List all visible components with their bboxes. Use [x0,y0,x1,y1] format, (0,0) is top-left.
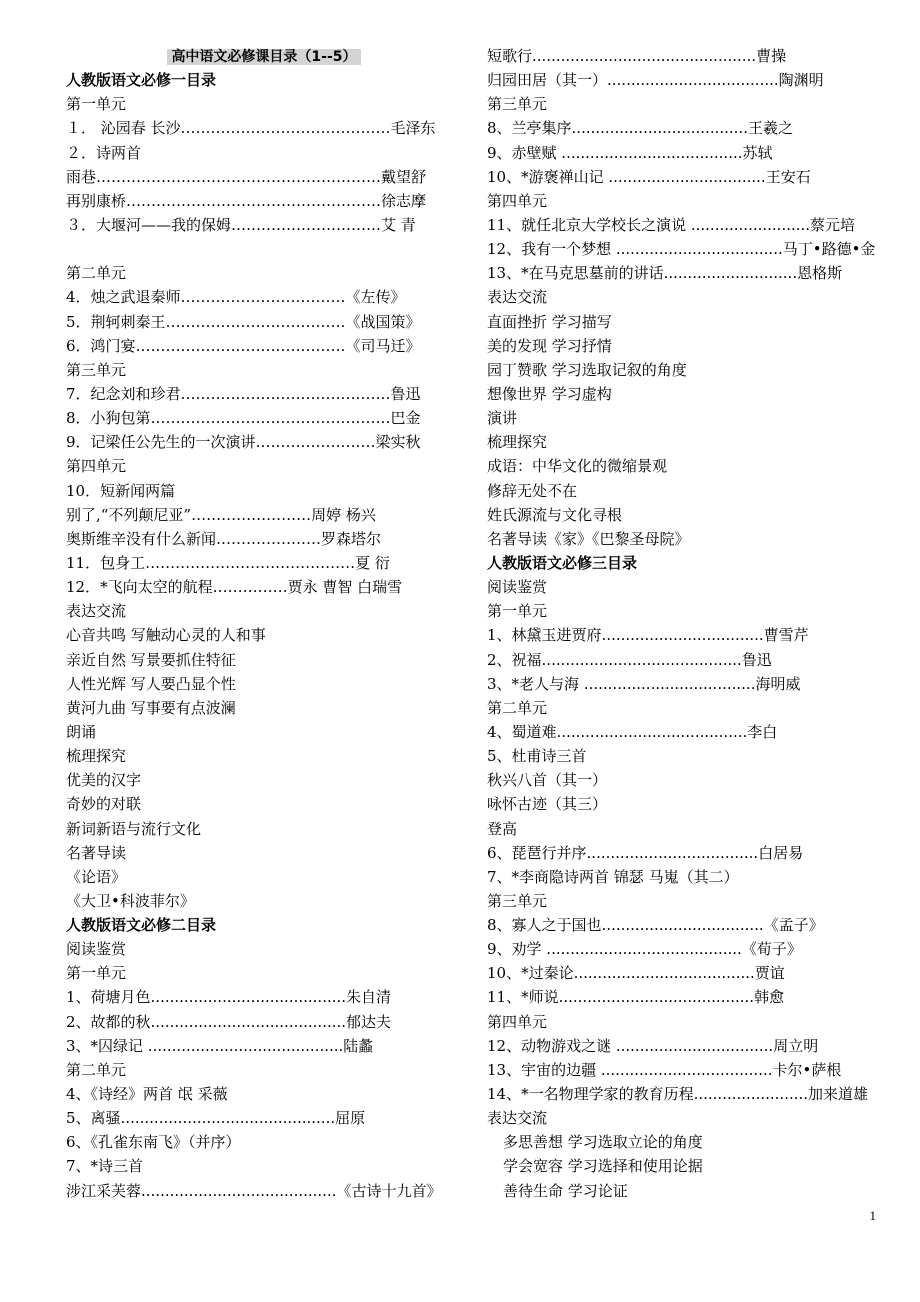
toc-line: 奥斯维辛没有什么新闻…………………罗森塔尔 [66,529,382,548]
toc-line: 第四单元 [487,1012,548,1031]
toc-line: 9、赤壁赋 ......................................苏轼 [487,143,773,162]
toc-line: 第一单元 [66,95,127,114]
toc-line: 第一单元 [487,602,548,621]
toc-line: 第二单元 [66,264,127,283]
toc-line: 短歌行...............................................曹操 [487,47,787,65]
toc-line: 《论语》 [66,867,127,886]
toc-line: 表达交流 [66,602,127,621]
toc-line: 4、《诗经》两首 氓 采薇 [66,1085,228,1104]
toc-line: 14、*一名物理学家的教育历程........................加来道雄 [487,1085,869,1104]
toc-line: 4、蜀道难........................................李白 [487,722,778,741]
toc-line: 第三单元 [487,891,548,910]
toc-line: 8、寡人之于国也..................................《孟子》 [487,916,824,935]
page-number: 1 [869,1208,876,1223]
toc-line: 10、*过秦论......................................贾谊 [487,964,785,983]
toc-line: 成语：中华文化的微缩景观 [487,457,668,476]
toc-line: 6．鸿门宴……………………………………《司马迁》 [66,336,421,355]
left-column [66,44,462,1203]
toc-line: 阅读鉴赏 [487,578,548,597]
toc-line: 8．小狗包第…………………………………………巴金 [66,409,421,428]
toc-line: 雨巷…………………………………………………戴望舒 [66,167,427,186]
toc-line: 直面挫折 学习描写 [487,312,612,331]
toc-line: 美的发现 学习抒情 [487,336,612,355]
toc-line: 13、宇宙的边疆 ....................................卡尔•萨根 [487,1060,842,1079]
toc-line: 优美的汉字 [66,771,142,790]
toc-line: 姓氏源流与文化寻根 [487,505,623,524]
right-column [487,44,887,1203]
toc-line: 登高 [487,819,518,838]
toc-line: 13、*在马克思墓前的讲话............................恩格斯 [487,264,843,283]
toc-line: 名著导读《家》《巴黎圣母院》 [487,529,690,548]
toc-line: 第二单元 [66,1060,127,1079]
toc-line: 11、*师说.........................................韩愈 [487,988,785,1007]
toc-line: 1、荷塘月色.........................................朱自清 [66,988,392,1007]
toc-line: 9．记梁任公先生的一次演讲……………………梁实秋 [66,433,421,452]
toc-line: 5、杜甫诗三首 [487,747,587,766]
toc-line: 3、*老人与海 ....................................海明威 [487,674,801,693]
toc-line: 9、劝学 .........................................《荀子》 [487,940,802,959]
toc-line: 奇妙的对联 [66,795,142,814]
toc-line: 园丁赞歌 学习选取记叙的角度 [487,360,687,379]
toc-line: 演讲 [487,409,518,428]
toc-line: 2、故都的秋.........................................郁达夫 [66,1012,392,1031]
toc-line: 归园田居（其一）....................................陶渊明 [487,71,824,90]
toc-line: 第四单元 [487,191,548,210]
toc-line: 12、我有一个梦想 ...................................马丁•路德•金 [487,240,876,259]
section-heading: 人教版语文必修三目录 [487,553,638,572]
toc-line: 新词新语与流行文化 [66,819,202,838]
toc-line: 第三单元 [487,95,548,114]
toc-line: １． 沁园春 长沙……………………………………毛泽东 [66,119,436,138]
section-heading: 人教版语文必修一目录 [66,71,217,90]
toc-line: 11．包身工……………………………………夏 衍 [66,553,390,572]
toc-line: 想像世界 学习虚构 [487,384,612,403]
toc-line: 6、《孔雀东南飞》（并序） [66,1133,241,1152]
toc-line: 修辞无处不在 [487,481,578,500]
toc-line: 7、*诗三首 [66,1157,144,1176]
toc-line: 第三单元 [66,360,127,379]
toc-line: ２．诗两首 [66,143,142,162]
toc-line: 黄河九曲 写事要有点波澜 [66,698,236,717]
toc-line: 7、*李商隐诗两首 锦瑟 马嵬（其二） [487,867,739,886]
toc-line: ３．大堰河——我的保姆…………………………艾 青 [66,215,416,234]
toc-line: 朗诵 [66,722,97,741]
toc-line: 表达交流 [487,288,548,307]
toc-line: 第一单元 [66,964,127,983]
toc-line: 4．烛之武退秦师……………………………《左传》 [66,288,406,307]
toc-line: 11、就任北京大学校长之演说 .........................蔡元培 [487,215,856,234]
blank-line [66,237,462,261]
toc-line: 涉江采芙蓉.........................................《古诗十九首》 [66,1181,442,1200]
page-title-text: 高中语文必修课目录（1--5） [167,49,360,65]
toc-line: 亲近自然 写景要抓住特征 [66,650,236,669]
toc-line: 《大卫•科波菲尔》 [66,891,195,910]
toc-line: 别了,“不列颠尼亚”……………………周婷 杨兴 [66,505,376,524]
toc-line: 梳理探究 [487,433,548,452]
toc-line: 多思善想 学习选取立论的角度 [503,1133,703,1152]
toc-line: 再别康桥……………………………………………徐志摩 [66,191,427,210]
section-heading: 人教版语文必修二目录 [66,916,217,935]
toc-line: 第四单元 [66,457,127,476]
toc-line: 梳理探究 [66,747,127,766]
toc-line: 5、离骚.............................................屈原 [66,1109,366,1128]
toc-line: 名著导读 [66,843,127,862]
toc-line: 1、林黛玉进贾府..................................曹雪芹 [487,626,809,645]
toc-line: 12．*飞向太空的航程……………贾永 曹智 白瑞雪 [66,578,403,597]
toc-line: 10．短新闻两篇 [66,481,176,500]
toc-line: 人性光辉 写人要凸显个性 [66,674,236,693]
page-title [66,44,462,68]
toc-line: 咏怀古迹（其三） [487,795,608,814]
toc-line: 善待生命 学习论证 [503,1181,628,1200]
toc-line: 表达交流 [487,1109,548,1128]
toc-line: 第二单元 [487,698,548,717]
toc-line: 阅读鉴赏 [66,940,127,959]
toc-line: 7．纪念刘和珍君……………………………………鲁迅 [66,384,421,403]
toc-line: 6、琵琶行并序....................................白居易 [487,843,804,862]
toc-line: 学会宽容 学习选择和使用论据 [503,1157,703,1176]
toc-line: 5．荆轲刺秦王………………………………《战国策》 [66,312,421,331]
toc-line: 12、动物游戏之谜 .................................周立明 [487,1036,819,1055]
toc-line: 10、*游褒禅山记 .................................王安石 [487,167,811,186]
toc-line: 2、祝福..........................................鲁迅 [487,650,772,669]
toc-line: 秋兴八首（其一） [487,771,608,790]
toc-line: 3、*囚绿记 .........................................陆蠡 [66,1036,374,1055]
toc-line: 心音共鸣 写触动心灵的人和事 [66,626,266,645]
toc-line: 8、兰亭集序.....................................王羲之 [487,119,793,138]
